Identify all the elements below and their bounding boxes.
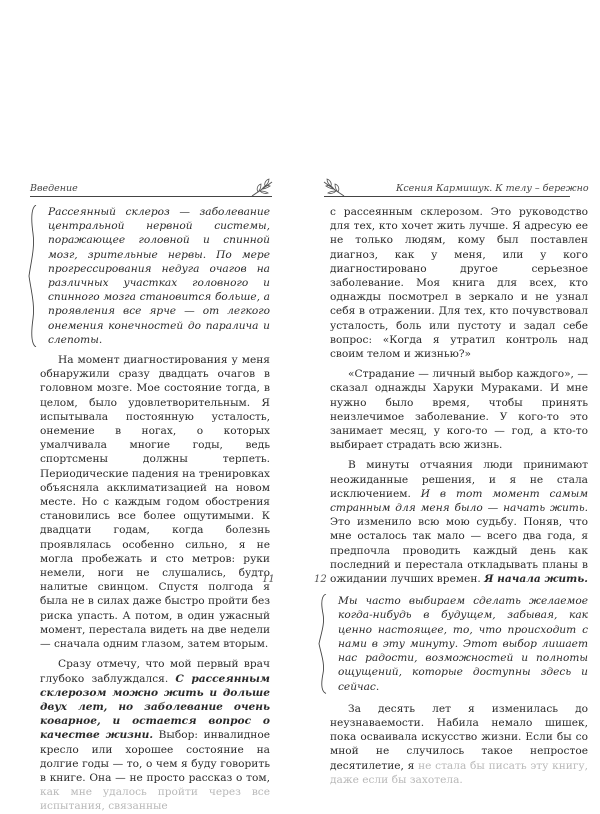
paragraph-text: Сразу отмечу, что мой первый врач глубоко заблуждался. — [40, 658, 270, 685]
running-header-left: Введение — [30, 183, 78, 194]
paragraph-text: За десять лет я изменилась до неузнаваемости. Набила немало шишек, пока осваивала искусство жизни. Если бы со мной не случилось такое непростое десятилетие, я — [330, 702, 588, 772]
faded-text: как мне удалось пройти через все испытания, связанные — [40, 786, 270, 813]
header-rule-left — [30, 196, 272, 197]
header-rule-right — [324, 196, 570, 197]
emphasis-text: И в тот момент самым странным для меня было — начать жить. — [330, 487, 588, 515]
paragraph-text: Выбор: инвалидное кресло или хорошее состояние на долгие годы — то, о чем я буду говорить в книге. Она — не просто рассказ о том, — [40, 729, 270, 784]
right-text-column — [330, 205, 588, 787]
paragraph-murakami: «Страдание — личный выбор каждого», — сказал однажды Харуки Мураками. И мне нужно было время, чтобы принять неизлечимое заболевание. У кого-то это занимает месяц, у кого-то — год, а кто-то выбирает страдать всю жизнь. — [330, 368, 588, 452]
paragraph-first-doctor — [40, 657, 270, 813]
faded-text: не стала бы писать эту книгу, даже если бы захотела. — [330, 759, 588, 786]
left-text-column — [40, 205, 270, 814]
leaf-ornament-icon — [250, 178, 276, 200]
left-page — [0, 0, 300, 813]
emphasis-text: Я начала жить. — [484, 573, 588, 586]
paragraph-text: Это изменило всю мою судьбу. Поняв, что мне осталось так мало — всего два года, я предпочла проводить каждый день как последний и перестала откладывать планы в ожидании лучших времен. — [330, 516, 588, 586]
emphasis-text: С рассеянным склерозом можно жить и дольше двух лет, но заболевание очень коварное, и остается вопрос о качестве жизни. — [40, 672, 270, 742]
curly-brace-icon — [318, 594, 328, 693]
page-number-left: 11 — [262, 574, 275, 585]
quote-block — [330, 594, 588, 693]
curly-brace-icon — [28, 205, 38, 347]
paragraph-continuation: с рассеянным склерозом. Это руководство для тех, кто хочет жить лучше. Я адресую ее не только людям, кому был поставлен диагноз, как у меня, или у кого диагностировано другое серьезное заболевание. Моя книга для всех, кто однажды посмотрел в зеркало и не узнал себя в отражении. Для тех, кто почувствовал усталость, боль или пустоту и задал себе вопрос: «Когда я утратил контроль над своим телом и жизнью?» — [330, 206, 588, 361]
epigraph-text: Рассеянный склероз — заболевание центральной нервной системы, поражающее головной и спинной мозг, зрительные нервы. По мере прогрессирования недуга очагов на различных участках головного и спинного мозга становится больше, а проявления все ярче — от легкого онемения конечностей до паралича и слепоты. — [48, 206, 270, 346]
paragraph-decision — [330, 458, 588, 586]
paragraph-ten-years — [330, 702, 588, 787]
page-number-right: 12 — [314, 574, 327, 585]
running-header-right: Ксения Кармишук. К телу – бережно — [396, 183, 589, 194]
right-page — [300, 0, 600, 786]
paragraph-diagnosis: На момент диагностирования у меня обнаружили сразу двадцать очагов в головном мозге. Мое состояние тогда, в целом, было удовлетворительным. Я испытывала постоянную усталость, онемение в ногах, о которых умалчивала многие годы, ведь спортсмены должны терпеть. Периодические падения на тренировках объясняла акклиматизацией на новом месте. Но с каждым годом обострения становились все более ощутимыми. К двадцати годам, когда болезнь проявлялась особенно сильно, я не могла пробежать и сто метров: руки немели, ноги не слушались, будто налитые свинцом. Спустя полгода я была не в силах даже быстро пройти без риска упасть. А потом, в один ужасный момент, перестала видеть на две недели — сначала одним глазом, затем вторым. — [40, 354, 270, 651]
epigraph-block — [40, 205, 270, 347]
paragraph-text: В минуты отчаяния люди принимают неожиданные решения, и я не стала исключением. — [330, 459, 588, 500]
quote-text: Мы часто выбираем сделать желаемое когда-нибудь в будущем, забывая, как ценно настоящее, то, что происходит с нами в эту минуту. Этот выбор лишает нас радости, возможностей и полноты ощущений, которые доступны здесь и сейчас. — [338, 595, 588, 693]
